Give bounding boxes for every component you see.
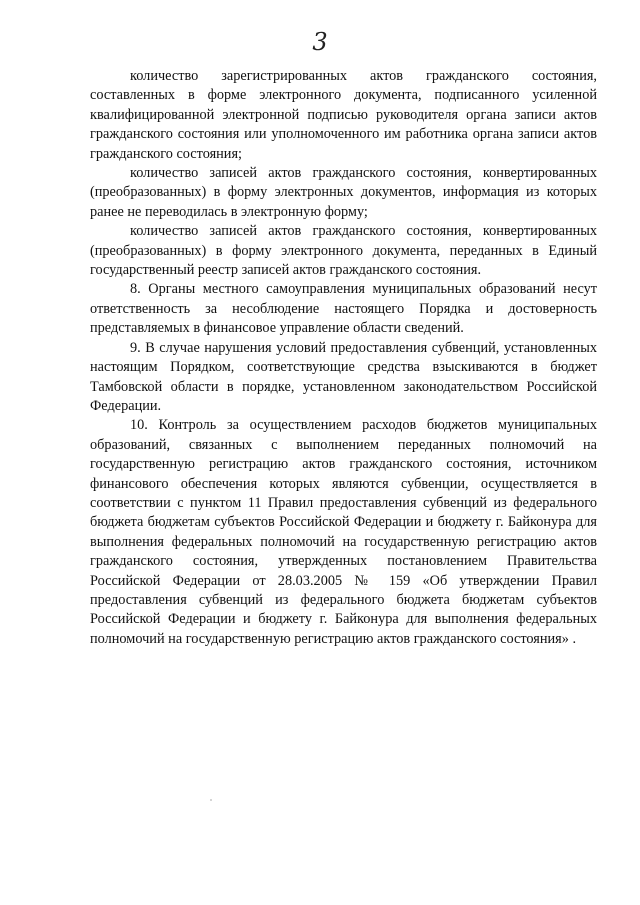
document-body bbox=[90, 67, 597, 649]
page-number: 3 bbox=[312, 28, 328, 56]
paragraph-converted-records-count: количество записей актов гражданского состояния, конвертированных (преобразованных) в форму электронных документов, информация из которых ранее не переводилась в электронную форму; bbox=[90, 165, 597, 220]
paragraph-registered-acts-count: количество зарегистрированных актов гражданского состояния, составленных в форме электронного документа, подписанного усиленной квалифицированной электронной подписью руководителя органа записи актов гражданского состояния или уполномоченного им работника органа записи актов гражданского состояния; bbox=[90, 68, 597, 162]
paragraph-clause-9: 9. В случае нарушения условий предоставления субвенций, установленных настоящим Порядком, соответствующие средства взыскиваются в бюджет Тамбовской области в порядке, установленном законодательством Российской Федерации. bbox=[90, 339, 597, 414]
paragraph-clause-8: 8. Органы местного самоуправления муниципальных образований несут ответственность за несоблюдение настоящего Порядка и достоверность представляемых в финансовое управление области сведений. bbox=[90, 281, 597, 337]
paragraph-transferred-records-count: количество записей актов гражданского состояния, конвертированных (преобразованных) в форму электронного документа, переданных в Единый государственный реестр записей актов гражданского состояния. bbox=[90, 223, 597, 279]
scan-speck bbox=[210, 799, 212, 801]
paragraph-clause-10: 10. Контроль за осуществлением расходов бюджетов муниципальных образований, связанных с выполнением переданных полномочий на государственную регистрацию актов гражданского состояния, источником финансового обеспечения которых являются субвенции, осуществляется в соответствии с пунктом 11 Правил предоставления субвенций из федерального бюджета бюджетам субъектов Российской Федерации и бюджету г. Байконура для выполнения федеральных полномочий на государственную регистрацию актов гражданского состояния, утвержденных постановлением Правительства Российской Федерации от 28.03.2005 № 159 «Об утверждении Правил предоставления субвенций из федерального бюджета бюджетам субъектов Российской Федерации и бюджету г. Байконура для выполнения федеральных полномочий на государственную регистрацию актов гражданского состояния» . bbox=[90, 417, 597, 647]
